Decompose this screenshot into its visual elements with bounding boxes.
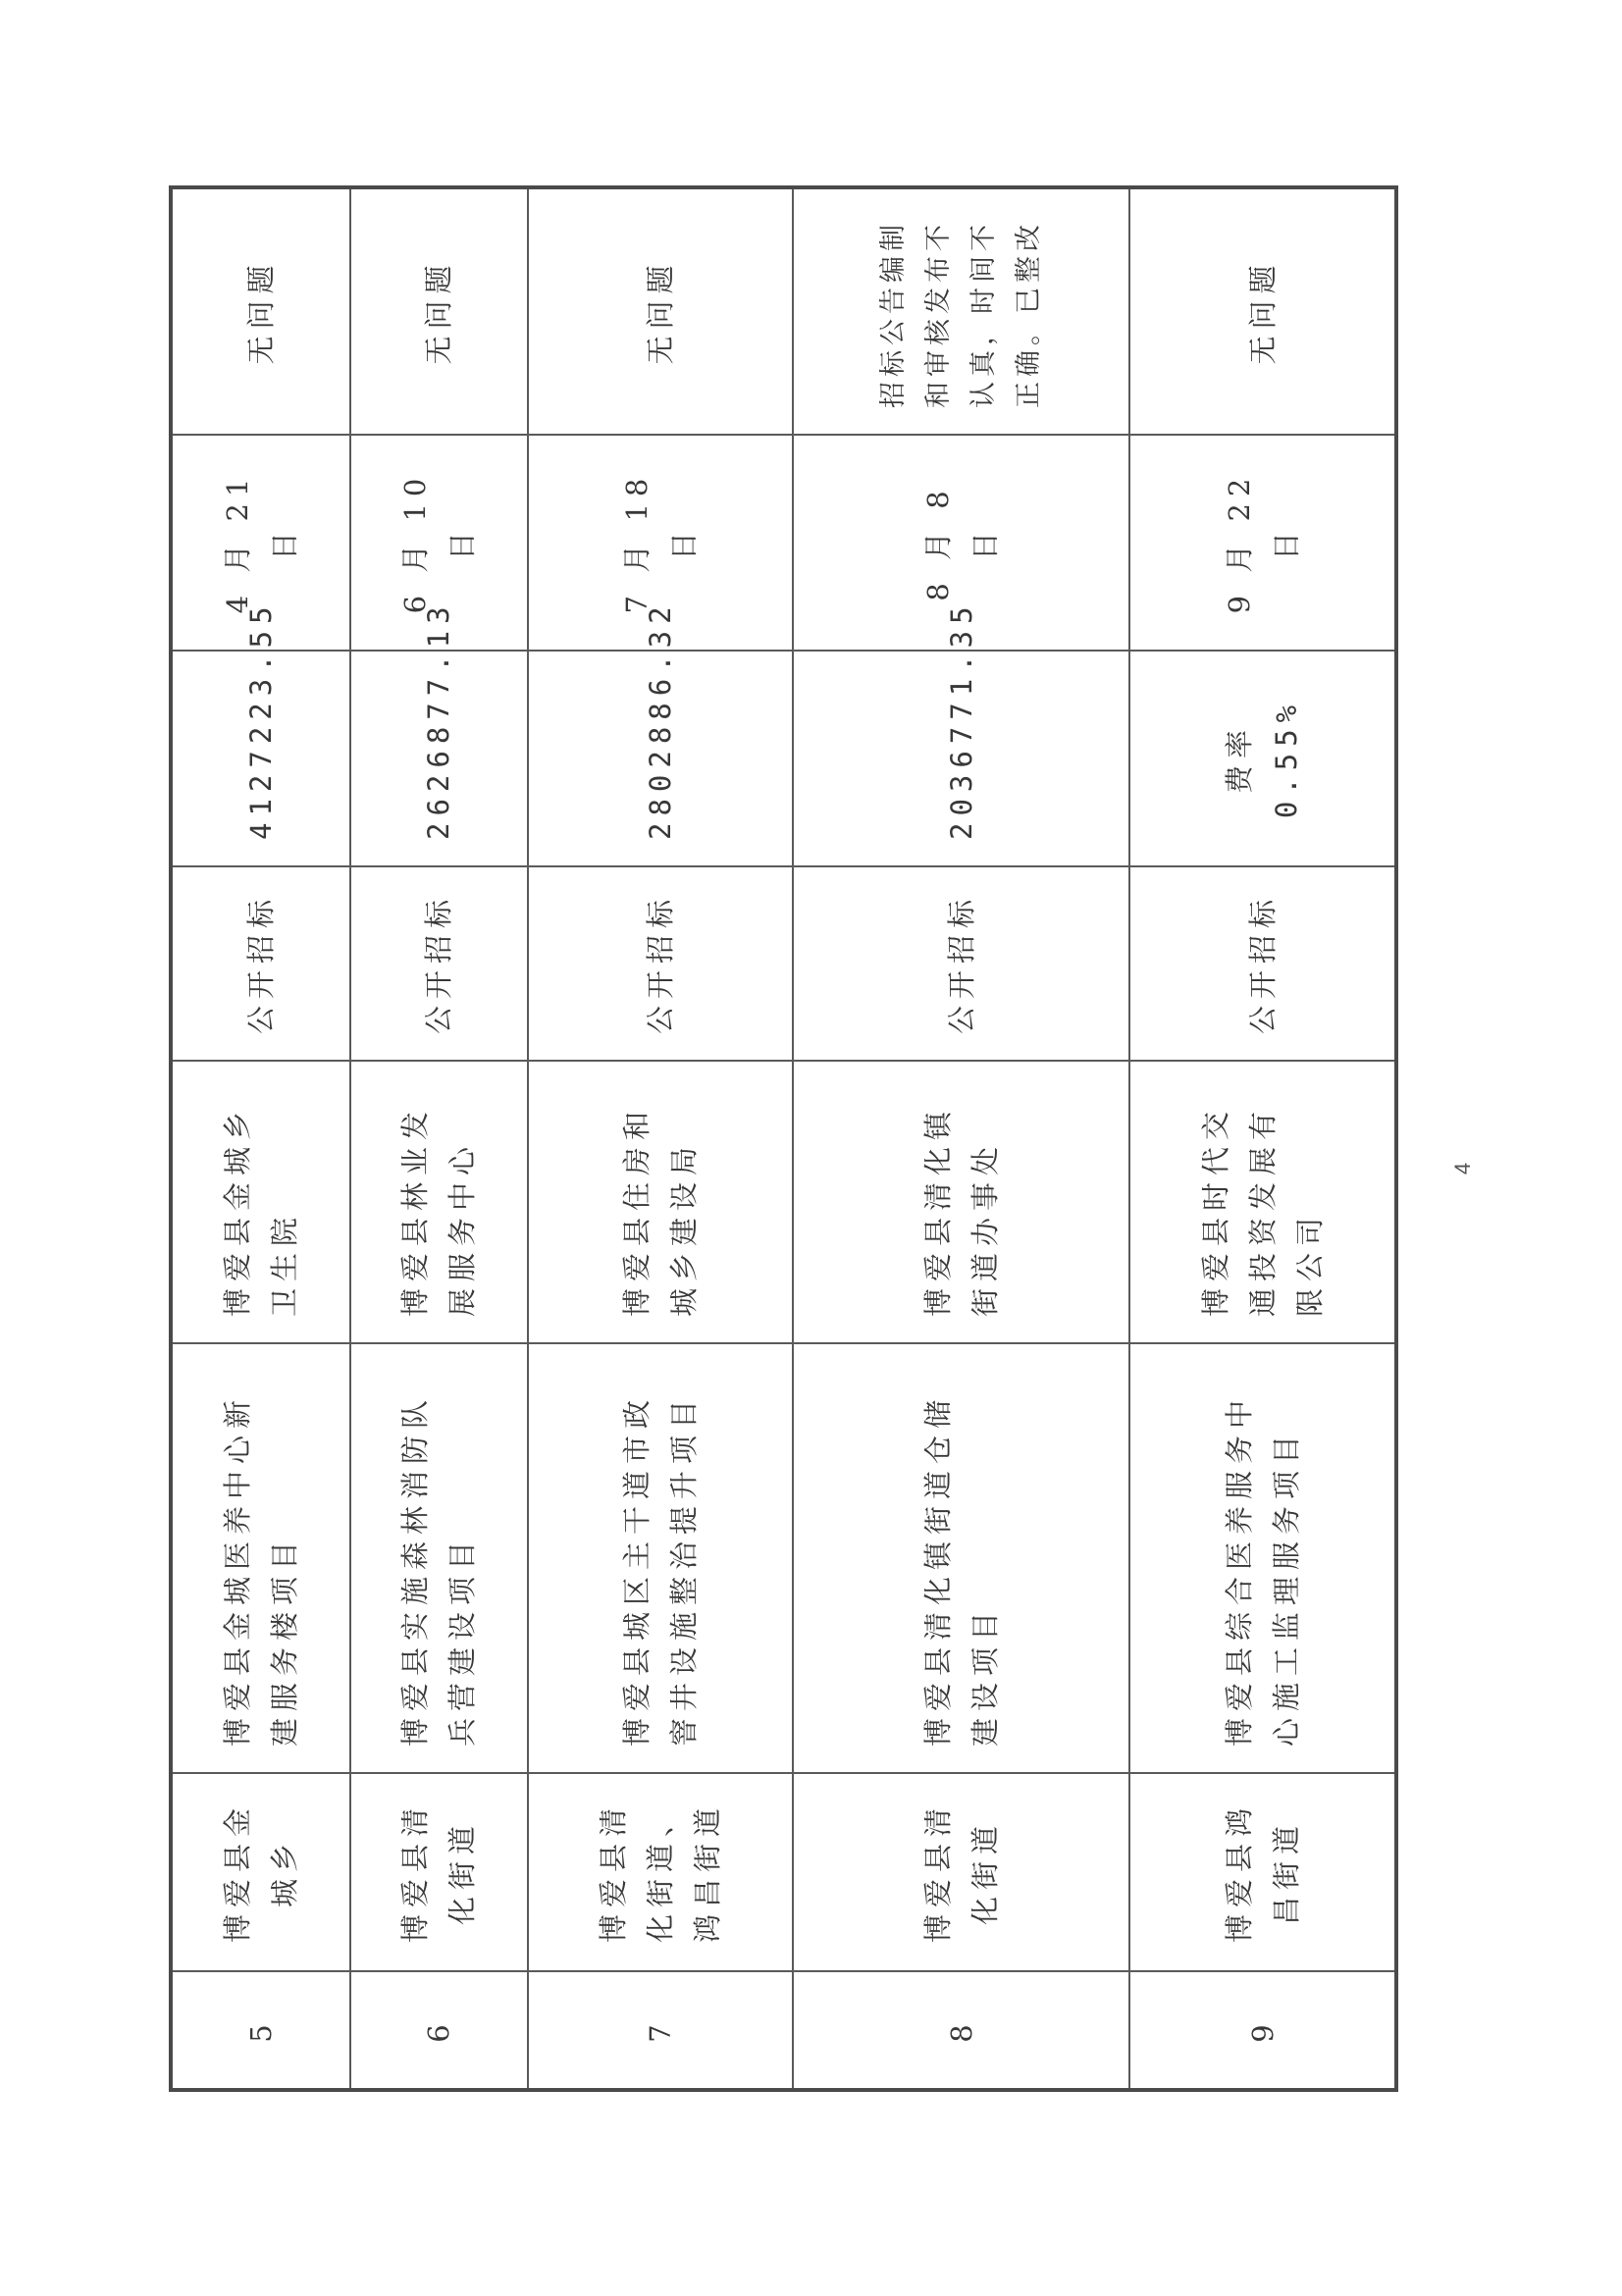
table-row [171,187,350,2090]
amount-cell: 费率 0.55% [1129,651,1396,866]
area-cell: 博爱县鸿昌街道 [1129,1773,1396,1971]
area-cell: 博爱县清化街道 [793,1773,1130,1971]
project-cell: 博爱县实施森林消防队兵营建设项目 [350,1343,528,1773]
table-row [793,187,1130,2090]
row-number: 9 [1129,1971,1396,2090]
amount-cell: 2626877.13 [350,651,528,866]
project-cell: 博爱县城区主干道市政窨井设施整治提升项目 [528,1343,793,1773]
procurement-table [169,185,1398,2092]
date-cell: 4 月 21 日 [171,435,350,651]
result-cell: 招标公告编制和审核发布不认真，时间不正确。已整改 [793,187,1130,435]
area-cell: 博爱县清化街道、鸿昌街道 [528,1773,793,1971]
project-cell: 博爱县金城医养中心新建服务楼项目 [171,1343,350,1773]
result-cell: 无问题 [1129,187,1396,435]
owner-cell: 博爱县清化镇街道办事处 [793,1061,1130,1343]
date-cell: 6 月 10 日 [350,435,528,651]
rotated-table-wrapper [169,189,1398,2092]
owner-cell: 博爱县时代交通投资发展有限公司 [1129,1061,1396,1343]
project-cell: 博爱县综合医养服务中心施工监理服务项目 [1129,1343,1396,1773]
table-row [1129,187,1396,2090]
owner-cell: 博爱县住房和城乡建设局 [528,1061,793,1343]
row-number: 6 [350,1971,528,2090]
table-row [528,187,793,2090]
owner-cell: 博爱县林业发展服务中心 [350,1061,528,1343]
date-cell: 9 月 22 日 [1129,435,1396,651]
table-row [350,187,528,2090]
amount-cell: 4127223.55 [171,651,350,866]
owner-cell: 博爱县金城乡卫生院 [171,1061,350,1343]
result-cell: 无问题 [528,187,793,435]
date-cell: 8 月 8 日 [793,435,1130,651]
method-cell: 公开招标 [793,866,1130,1061]
page-number: 4 [1450,1162,1475,1175]
method-cell: 公开招标 [350,866,528,1061]
amount-cell: 2802886.32 [528,651,793,866]
method-cell: 公开招标 [1129,866,1396,1061]
method-cell: 公开招标 [171,866,350,1061]
area-cell: 博爱县清化街道 [350,1773,528,1971]
method-cell: 公开招标 [528,866,793,1061]
row-number: 8 [793,1971,1130,2090]
row-number: 5 [171,1971,350,2090]
result-cell: 无问题 [171,187,350,435]
amount-cell: 2036771.35 [793,651,1130,866]
result-cell: 无问题 [350,187,528,435]
rotated-table-inner [169,189,1398,2092]
project-cell: 博爱县清化镇街道仓储建设项目 [793,1343,1130,1773]
row-number: 7 [528,1971,793,2090]
date-cell: 7 月 18 日 [528,435,793,651]
area-cell: 博爱县金城乡 [171,1773,350,1971]
